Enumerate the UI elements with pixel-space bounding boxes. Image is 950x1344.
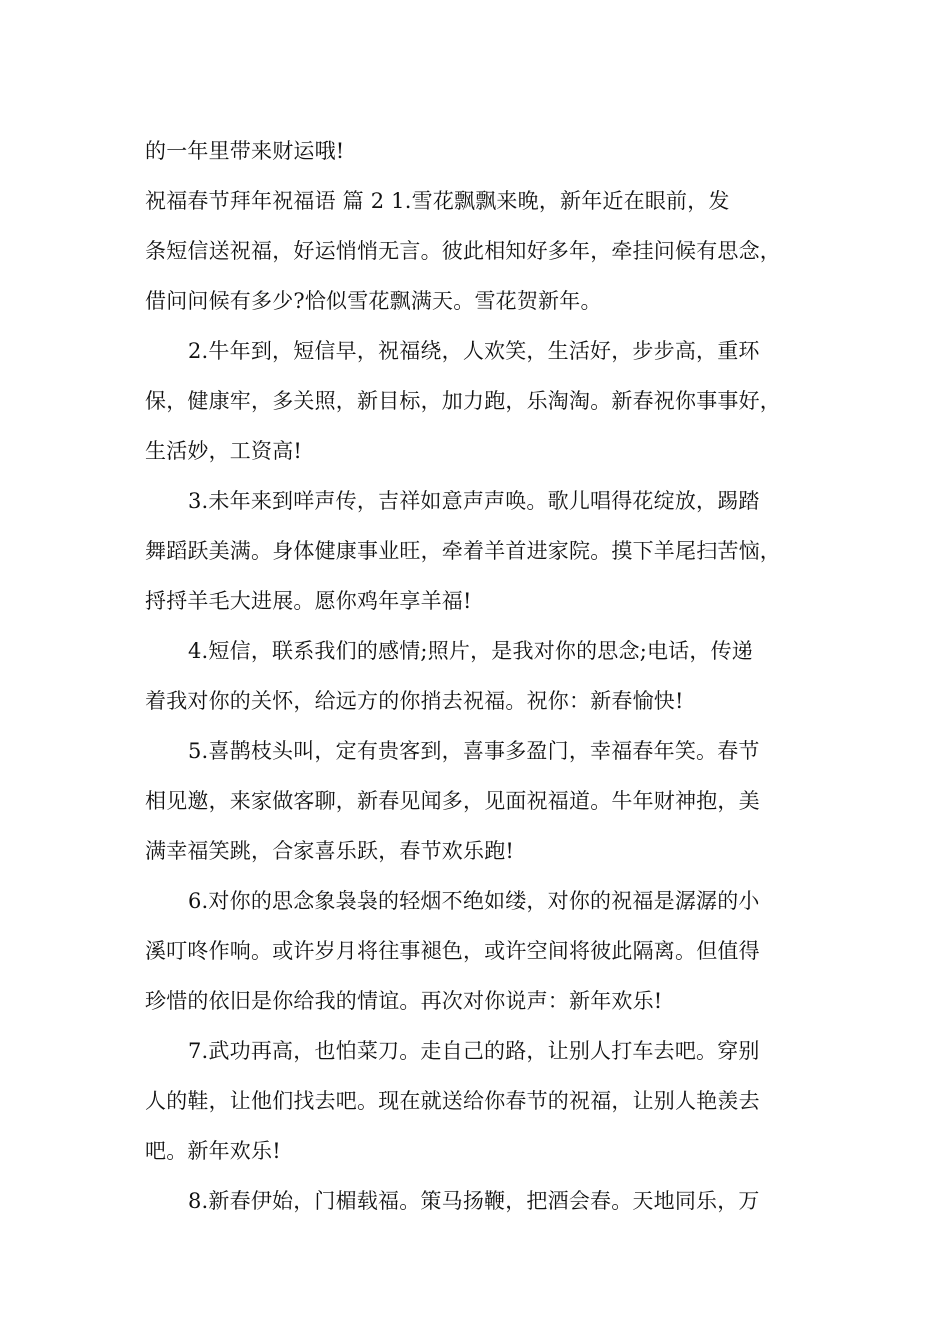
section-heading-line: 祝福春节拜年祝福语 篇 2 1.雪花飘飘来晚，新年近在眼前，发: [145, 189, 730, 213]
paragraph-start-line: 4.短信，联系我们的感情;照片，是我对你的思念;电话，传递: [188, 639, 753, 663]
text-line: 吧。新年欢乐!: [145, 1139, 281, 1163]
paragraph-start-line: 6.对你的思念象袅袅的轻烟不绝如缕，对你的祝福是潺潺的小: [188, 889, 760, 913]
text-line: 人的鞋，让他们找去吧。现在就送给你春节的祝福，让别人艳羡去: [145, 1089, 760, 1113]
text-line: 保，健康牢，多关照，新目标，加力跑，乐淘淘。新春祝你事事好，: [145, 389, 781, 413]
text-line: 珍惜的依旧是你给我的情谊。再次对你说声：新年欢乐!: [145, 989, 663, 1013]
paragraph-start-line: 3.未年来到咩声传，吉祥如意声声唤。歌儿唱得花绽放，踢踏: [188, 489, 760, 513]
text-line: 相见邀，来家做客聊，新春见闻多，见面祝福道。牛年财神抱，美: [145, 789, 760, 813]
paragraph-start-line: 7.武功再高，也怕菜刀。走自己的路，让别人打车去吧。穿别: [188, 1039, 760, 1063]
text-line: 着我对你的关怀，给远方的你捎去祝福。祝你：新春愉快!: [145, 689, 684, 713]
text-line: 舞蹈跃美满。身体健康事业旺，牵着羊首进家院。摸下羊尾扫苦恼，: [145, 539, 781, 563]
text-line: 满幸福笑跳，合家喜乐跃，春节欢乐跑!: [145, 839, 515, 863]
text-line: 借问问候有多少?恰似雪花飘满天。雪花贺新年。: [145, 289, 602, 313]
paragraph-start-line: 2.牛年到，短信早，祝福绕，人欢笑，生活好，步步高，重环: [188, 339, 760, 363]
text-line: 溪叮咚作响。或许岁月将往事褪色，或许空间将彼此隔离。但值得: [145, 939, 760, 963]
paragraph-start-line: 5.喜鹊枝头叫，定有贵客到，喜事多盈门，幸福春年笑。春节: [188, 739, 760, 763]
text-line: 生活妙，工资高!: [145, 439, 303, 463]
text-line: 捋捋羊毛大进展。愿你鸡年享羊福!: [145, 589, 472, 613]
paragraph-start-line: 8.新春伊始，门楣载福。策马扬鞭，把酒会春。天地同乐，万: [188, 1189, 760, 1213]
text-line: 的一年里带来财运哦!: [145, 139, 345, 163]
text-line: 条短信送祝福，好运悄悄无言。彼此相知好多年，牵挂问候有思念，: [145, 239, 781, 263]
